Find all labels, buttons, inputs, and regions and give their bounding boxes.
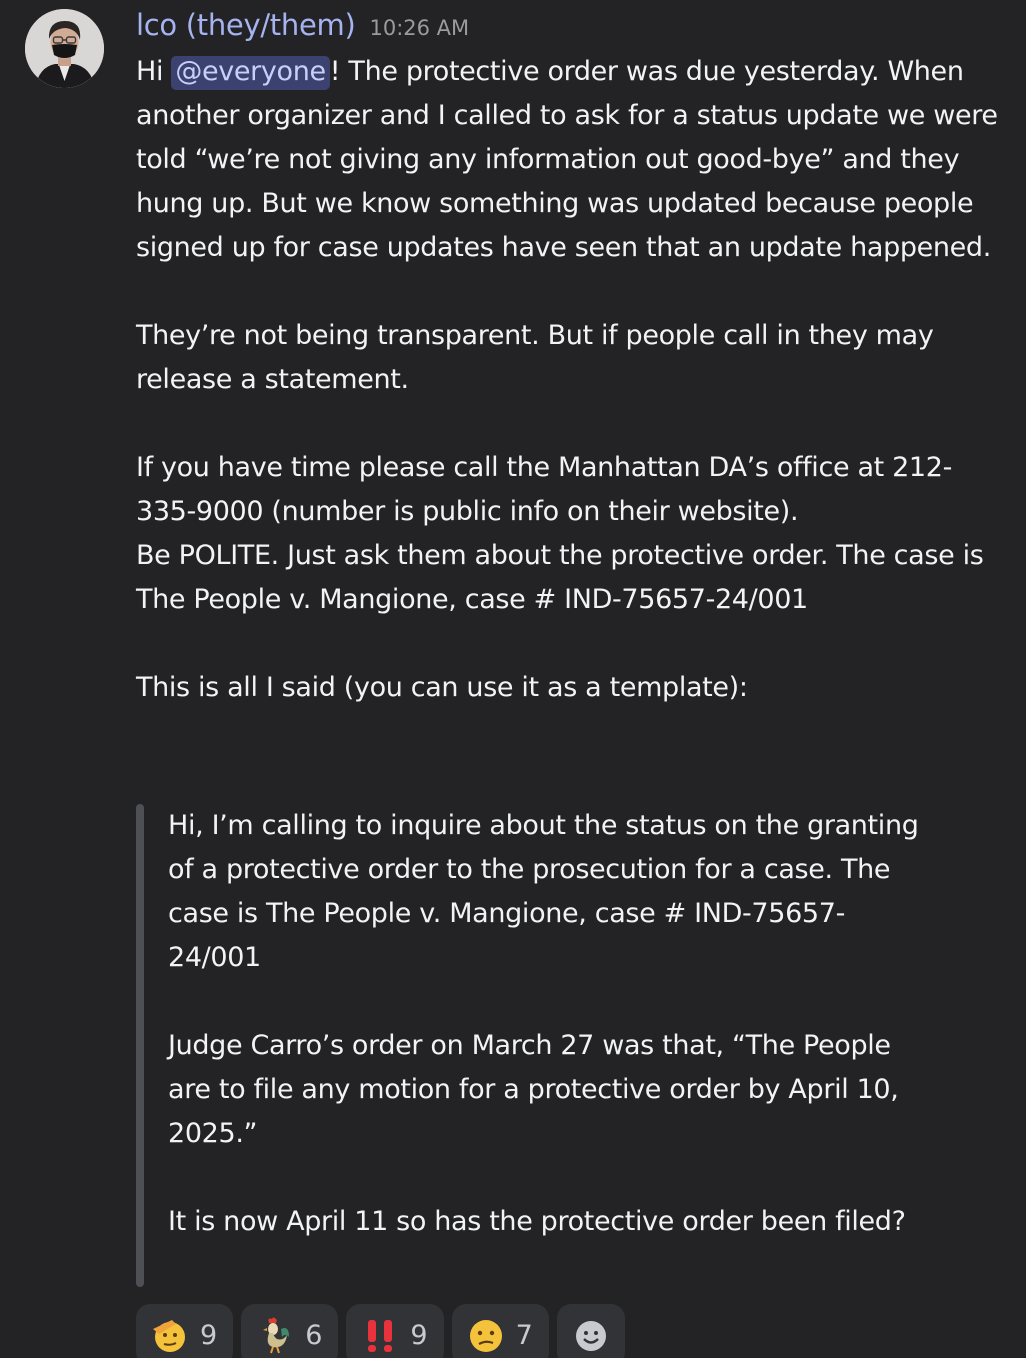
user-avatar-masked-icon bbox=[25, 9, 104, 88]
reaction-count: 6 bbox=[305, 1319, 323, 1351]
message-paragraph: If you have time please call the Manhattan DA’s office at 212-335-9000 (number is public info on their website). bbox=[136, 452, 952, 527]
reactions-bar bbox=[136, 1304, 625, 1358]
double-exclamation-icon bbox=[360, 1315, 400, 1355]
message-timestamp[interactable]: 10:26 AM bbox=[369, 16, 470, 40]
reaction-double-exclamation[interactable] bbox=[346, 1304, 443, 1358]
quote-paragraph: It is now April 11 so has the protective order been filed? bbox=[168, 1206, 906, 1237]
add-reaction-icon bbox=[571, 1315, 611, 1355]
message-header bbox=[136, 8, 469, 48]
confused-face-icon bbox=[466, 1315, 506, 1355]
user-avatar[interactable] bbox=[25, 9, 104, 88]
everyone-mention[interactable]: @everyone bbox=[171, 56, 329, 90]
message-paragraph bbox=[136, 50, 1006, 270]
message-paragraph: Be POLITE. Just ask them about the protective order. The case is The People v. Mangione, case # IND-75657-24/001 bbox=[136, 540, 984, 615]
author-name[interactable]: lco (they/them) bbox=[136, 8, 356, 42]
reaction-count: 9 bbox=[200, 1319, 218, 1351]
message-paragraph: This is all I said (you can use it as a template): bbox=[136, 672, 748, 703]
add-reaction-button[interactable] bbox=[557, 1304, 625, 1358]
message-body bbox=[136, 50, 1006, 710]
reaction-rooster[interactable] bbox=[241, 1304, 338, 1358]
rooster-icon bbox=[255, 1315, 295, 1355]
quote-paragraph: Judge Carro’s order on March 27 was that, “The People are to file any motion for a protective order by April 10, 2025.” bbox=[168, 1030, 899, 1149]
reaction-confused-face[interactable] bbox=[452, 1304, 549, 1358]
saluting-face-icon bbox=[150, 1315, 190, 1355]
reaction-count: 7 bbox=[515, 1319, 533, 1351]
text-segment: ! The protective order was due yesterday. When another organizer and I called to ask for a status update we were told “we’re not giving any information out good-bye” and they hung up. But we know something was updated because people signed up for case updates have seen that an update happened. bbox=[136, 56, 998, 263]
message-paragraph: They’re not being transparent. But if people call in they may release a statement. bbox=[136, 320, 934, 395]
blockquote bbox=[136, 804, 928, 1244]
reaction-saluting-face[interactable] bbox=[136, 1304, 233, 1358]
quote-paragraph: Hi, I’m calling to inquire about the status on the granting of a protective order to the prosecution for a case. The case is The People v. Mangione, case # IND-75657-24/001 bbox=[168, 810, 919, 973]
text-segment: Hi bbox=[136, 56, 172, 87]
reaction-count: 9 bbox=[410, 1319, 428, 1351]
